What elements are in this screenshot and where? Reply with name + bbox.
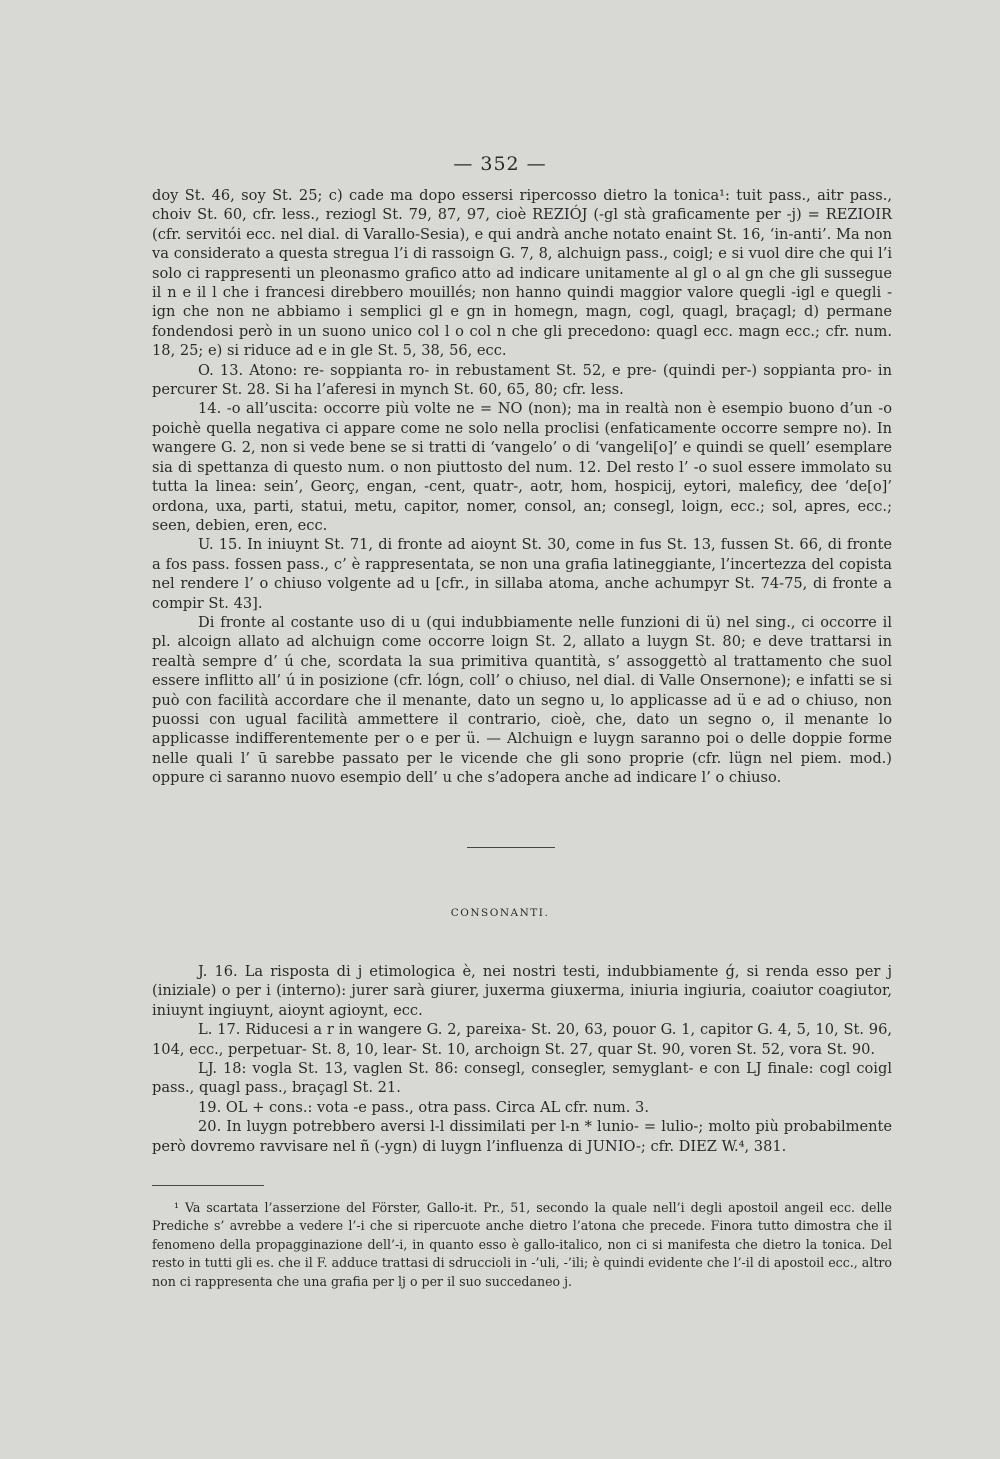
paragraph-j-16: J. 16. La risposta di j etimologica è, nei nostri testi, indubbiamente ǵ, si renda esso per j (iniziale) o per i (interno): jurer sarà giurer, juxerma giuxerma, iniuria ingiuria, coaiutor coagiutor, iniuynt ingiuynt, aioynt agioynt, ecc.: [152, 963, 892, 1019]
main-text: [152, 186, 892, 788]
paragraph-20: 20. In luygn potrebbero aversi l-l dissimilati per l-n * lunio- = lulio-; molto più probabilmente però dovremo ravvisare nel ñ (-ygn) di luygn l’influenza di JUNIO-; cfr. DIEZ W.⁴, 381.: [152, 1118, 892, 1155]
page-number: — 352 —: [453, 153, 547, 175]
consonants-text: [152, 962, 892, 1156]
paragraph-u-15: U. 15. In iniuynt St. 71, di fronte ad aioynt St. 30, come in fus St. 13, fussen St. 66, di fronte a fos pass. fossen pass., c’ è rappresentata, se non una grafia latineggiante, l’incertezza del copista nel rendere l’ o chiuso volgente ad u [cfr., in sillaba atoma, anche achumpyr St. 74-75, di fronte a compir St. 43].: [152, 536, 892, 612]
paragraph: doy St. 46, soy St. 25; c) cade ma dopo essersi ripercosso dietro la tonica¹: tuit pass., aitr pass., choiv St. 60, cfr. less., reziogl St. 79, 87, 97, cioè REZIÓJ (-gl stà graficamente per -j) = REZIOIR (cfr. servitói ecc. nel dial. di Varallo-Sesia), e qui andrà anche notato enaint St. 16, ‘in-anti’. Ma non va considerato a questa stregua l’i di rassoign G. 7, 8, alchuign pass., coigl; e si vuol dire che qui l’i solo ci rappresenti un pleonasmo grafico atto ad indicare unitamente al gl o al gn che gli sussegue il n e il l che i francesi direbbero mouillés; non hanno quindi maggior valore quegli -igl e quegli -ign che non ne abbiamo i semplici gl e gn in homegn, magn, cogl, quagl, braçagl; d) permane fondendosi però in un suono unico col l o col n che gli precedono: quagl ecc. magn ecc.; cfr. num. 18, 25; e) si riduce ad e in gle St. 5, 38, 56, ecc.: [152, 187, 892, 360]
paragraph-19: 19. OL + cons.: vota -e pass., otra pass. Circa AL cfr. num. 3.: [198, 1098, 649, 1116]
paragraph: Di fronte al costante uso di u (qui indubbiamente nelle funzioni di ü) nel sing., ci occorre il pl. alcoign allato ad alchuign come occorre loign St. 2, allato a luygn St. 80; e deve trattarsi in realtà sempre d’ ú che, scordata la sua primitiva quantità, s’ assoggettò al trattamento che suol essere inflitto all’ ú in posizione (cfr. lógn, coll’ o chiuso, nel dial. di Valle Onsernone); e infatti se si può con facilità accordare che il menante, dato un segno u, lo applicasse ad ü e ad o chiuso, non puossi con ugual facilità ammettere il contrario, cioè, che, dato un segno o, il menante lo applicasse indifferentemente per o e per ü. — Alchuign e luygn saranno poi o delle doppie forme nelle quali l’ ū sarebbe passato per le vicende che gli sono proprie (cfr. lügn nel piem. mod.) oppure ci saranno nuovo esempio dell’ u che s’adopera anche ad indicare l’ o chiuso.: [152, 613, 892, 787]
paragraph-l-17: L. 17. Riducesi a r in wangere G. 2, pareixa- St. 20, 63, pouor G. 1, capitor G. 4, 5, 10, St. 96, 104, ecc., perpetuar- St. 8, 10, lear- St. 10, archoign St. 27, quar St. 90, voren St. 52, vora St. 90.: [152, 1021, 892, 1058]
paragraph-14: 14. -o all’uscita: occorre più volte ne = NO (non); ma in realtà non è esempio buono d’un -o poichè quella negativa ci appare come ne solo nella proclisi (enfaticamente occorre sempre no). In wangere G. 2, non si vede bene se si tratti di ‘vangelo’ o di ‘vangeli[o]’ e quindi se quell’ esemplare sia di spettanza di questo num. o non piuttosto del num. 12. Del resto l’ -o suol essere immolato su tutta la linea: sein’, Georç, engan, -cent, quatr-, aotr, hom, hospicij, eytori, maleficy, dee ‘de[o]’ ordona, uxa, parti, statui, metu, capitor, nomer, consol, an; consegl, loign, ecc.; sol, apres, ecc.; seen, debien, eren, ecc.: [152, 400, 892, 534]
footnote-text: ¹ Va scartata l’asserzione del Förster, Gallo-it. Pr., 51, secondo la quale nell’i degli apostoil angeil ecc. delle Prediche s’ avrebbe a vedere l’-i che si ripercuote anche dietro l’atona che precede. Finora tutto dimostra che il fenomeno della propagginazione dell’-i, in quanto esso è gallo-italico, non ci si manifesta che dietro la tonica. Del resto in tutti gli es. che il F. adduce trattasi di sdruccioli in -’uli, -’ili; è quindi evidente che l’-il di apostoil ecc., altro non ci rappresenta che una grafia per lj o per il suo succedaneo j.: [152, 1200, 892, 1289]
section-title: CONSONANTI.: [450, 907, 550, 919]
footnote-rule: [152, 1185, 264, 1186]
footnote: [152, 1199, 892, 1291]
section-divider: [467, 847, 555, 848]
paragraph-o-13: O. 13. Atono: re- soppianta ro- in rebustament St. 52, e pre- (quindi per-) soppianta pro- in percurer St. 28. Si ha l’aferesi in mynch St. 60, 65, 80; cfr. less.: [152, 361, 892, 399]
paragraph-lj-18: LJ. 18: vogla St. 13, vaglen St. 86: consegl, consegler, semyglant- e con LJ finale: cogl coigl pass., quagl pass., braçagl St. 21.: [152, 1060, 892, 1097]
